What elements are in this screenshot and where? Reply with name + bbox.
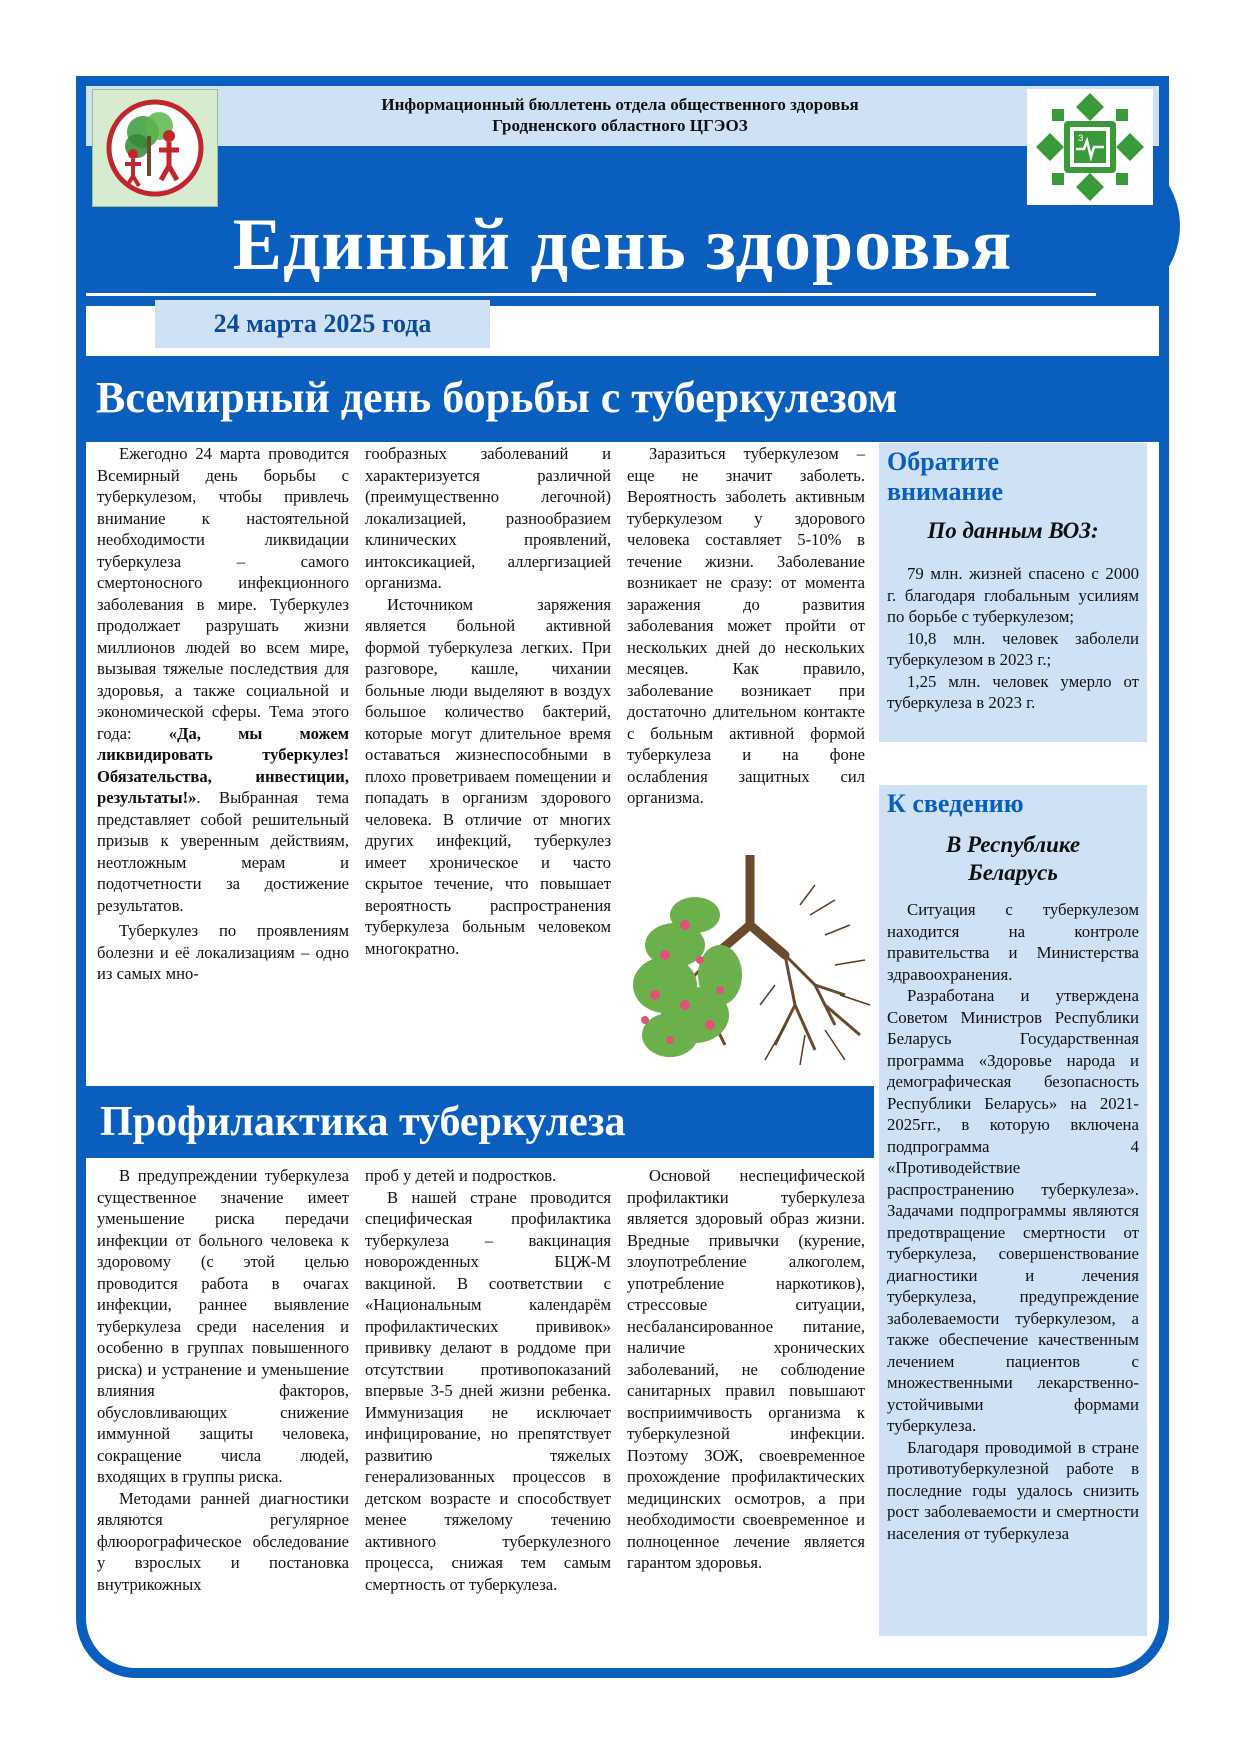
section2-col3 [627,1165,865,1574]
header-line2: Гродненского областного ЦГЭОЗ [492,116,748,135]
lungs-tree-illustration [625,855,875,1070]
ornament-heart-icon [1032,89,1148,205]
section1-col2-p2: Источником заряжения является больной активной формой туберкулеза легких. При разговоре, кашле, чихании больные люди выделяют в воздух большое количество бактерий, которые могут длительное время оставаться жизнеспособными в плохо проветриваем помещении и попадать в организм здорового человека. В отличие от многих других инфекций, туберкулез имеет хроническое и часто скрытое течение, что повышает вероятность распространения туберкулеза больным человеком многократно. [365,594,611,958]
sidebar-who-list [887,563,1139,714]
sidebar-who [879,443,1147,742]
sidebar-who-heading: Обратите внимание [887,447,1004,506]
section1-col3-p1: Заразиться туберкулезом – еще не значит заболеть. Вероятность заболеть активным туберкулезом у здорового человека составляет 5-10% в течение жизни. Заболевание возникает не сразу: от момента заражения до развития заболевания может пройти от нескольких дней до нескольких месяцев. Как правило, заболевание возникает при достаточно длительном контакте с больным активной формой туберкулеза и на фоне ослабления защитных сил организма. [627,444,865,807]
year-theme: «Да, мы можем ликвидировать туберкулез! Обязательства, инвестиции, результаты!» [97,723,349,807]
section2-col1 [97,1165,349,1595]
who-fact: 1,25 млн. человек умерло от туберкулеза в 2023 г. [887,671,1139,712]
text-span: Ежегодно 24 марта проводится Всемирный день борьбы с туберкулезом, чтобы привлечь внимание к настоятельной необходимости ликвидации туберкулеза – самого смертоносного инфекционного заболевания в мире. Туберкулез продолжает разрушать жизни миллионов людей во всем мире, вызывая тяжелые последствия для здоровья, а также социальной и экономической сферы. Тема этого года: [97,444,349,743]
section2-col3-p1: Основой неспецифической профилактики туберкулеза является здоровый образ жизни. Вредные привычки (курение, злоупотребление алкоголем, употребление наркотиков), стрессовые ситуации, несбалансированное питание, наличие хронических заболеваний, не соблюдение санитарных правил повышают восприимчивость организма к туберкулезной инфекции. Поэтому ЗОЖ, своевременное прохождение профилактических медицинских осмотров, а при необходимости своевременное и полноценное лечение является гарантом здоровья. [627,1166,865,1572]
ornament-logo [1027,89,1153,205]
section2-col2-p1: проб у детей и подростков. [365,1166,557,1185]
text-span: . Выбранная тема представляет собой решительный призыв к уверенным действиям, неотложным мерам и подотчетности за достижение результатов. [97,788,349,915]
section1-col1-p1 [97,443,349,916]
main-title: Единый день здоровья [232,204,1013,286]
sidebar-belarus [879,785,1147,1636]
section1-col1-p2: Туберкулез по проявлениям болезни и её локализациям – одно из самых мно- [97,921,349,983]
sidebar-who-subheading: По данным ВОЗ: [927,518,1099,543]
health-dept-logo [92,89,218,207]
section1-col2-p1: гообразных заболеваний и характеризуется различной (преимущественно легочной) локализацией, разнообразием клинических проявлений, интоксикацией, аллергизацией организма. [365,444,611,592]
svg-text:З: З [1078,133,1084,143]
section1-title: Всемирный день борьбы с туберкулезом [96,373,898,422]
who-fact: 79 млн. жизней спасено с 2000 г. благодаря глобальным усилиям по борьбе с туберкулезом; [887,564,1139,626]
sidebar-belarus-p1: Ситуация с туберкулезом находится на контроле правительства и Министерства здравоохранения. [887,900,1139,984]
title-underline [86,293,1096,296]
section1-col3 [627,443,865,809]
sidebar-belarus-subheading: В Республике Беларусь [945,832,1081,885]
sidebar-belarus-heading: К сведению [887,789,1024,818]
section2-col1-p1: В предупреждении туберкулеза существенное значение имеет уменьшение риска передачи инфекции от больного человека к здоровому (с этой целью проводится работа в очагах инфекции, раннее выявление туберкулеза среди населения и особенно в группах повышенного риска) и устранение и уменьшение влияния факторов, обусловливающих снижение иммунной защиты человека, сокращение числа людей, входящих в группы риска. [97,1166,349,1486]
section2-title: Профилактика туберкулеза [100,1099,626,1145]
header-line1: Информационный бюллетень отдела общественного здоровья [381,95,859,114]
section1-col1 [97,443,349,985]
section1-col2 [365,443,611,959]
sidebar-belarus-p2: Разработана и утверждена Советом Министров Республики Беларусь Государственная программа «Здоровье народа и демографическая безопасность Республики Беларусь» на 2021-2025гг., в которую включена подпрограмма 4 «Противодействие распространению туберкулеза». Задачами подпрограммы являются предотвращение смертности от туберкулеза, совершенствование диагностики и лечения туберкулеза, предупреждение заболеваемости туберкулезом, а также обеспечение качественным лечением пациентов с множественными лекарственно-устойчивыми формами туберкулеза. [887,986,1139,1435]
section2-col2 [365,1165,611,1595]
sidebar-belarus-text [887,899,1139,1544]
people-circle-icon [103,96,207,200]
header-text [220,94,1020,136]
who-fact: 10,8 млн. человек заболели туберкулезом в 2023 г.; [887,628,1139,669]
section2-col2-p2: В нашей стране проводится специфическая профилактика туберкулеза – вакцинация новорожденных БЦЖ-М вакциной. В соответствии с «Национальным календарём профилактических прививок» прививку делают в роддоме при отсутствии противопоказаний впервые 3-5 дней жизни ребенка. Иммунизация не исключает инфицирование, но препятствует развитию тяжелых генерализованных процессов в детском возрасте и способствует менее тяжелому течению активного туберкулезного процесса, снижая тем самым смертность от туберкулеза. [365,1187,611,1594]
issue-date: 24 марта 2025 года [155,300,490,348]
sidebar-belarus-p3: Благодаря проводимой в стране противотуберкулезной работе в последние годы удалось снизить рост заболеваемости и смертности населения от туберкулеза [887,1437,1139,1543]
section2-col1-p2: Методами ранней диагностики являются регулярное флюорографическое обследование у взрослых и постановка внутрикожных [97,1488,349,1594]
